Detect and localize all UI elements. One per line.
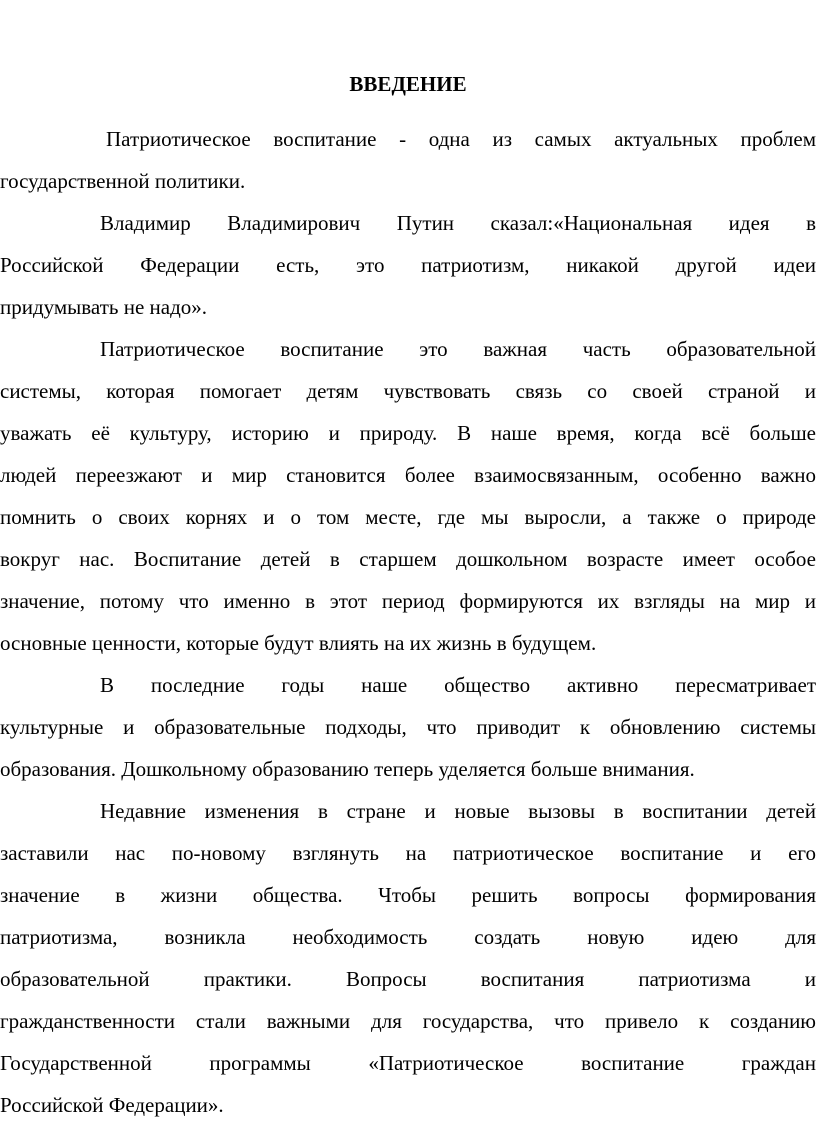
- text-line: значение, потому что именно в этот период формируются их взгляды на мир и: [0, 589, 816, 613]
- text-line: основные ценности, которые будут влиять на их жизнь в будущем.: [0, 631, 597, 655]
- text-line: уважать её культуру, историю и природу. В наше время, когда всё больше: [0, 421, 816, 445]
- text-line: системы, которая помогает детям чувствовать связь со своей страной и: [0, 379, 816, 403]
- text-line: Владимир Владимирович Путин сказал:«Национальная идея в: [100, 211, 816, 235]
- text-line: гражданственности стали важными для государства, что привело к созданию: [0, 1009, 816, 1033]
- text-line: Патриотическое воспитание - одна из самых актуальных проблем: [106, 127, 816, 151]
- text-line: Российской Федерации есть, это патриотизм, никакой другой идеи: [0, 253, 816, 277]
- text-line: заставили нас по-новому взглянуть на патриотическое воспитание и его: [0, 841, 816, 865]
- text-line: Патриотическое воспитание это важная часть образовательной: [100, 337, 816, 361]
- text-line: патриотизма, возникла необходимость создать новую идею для: [0, 925, 816, 949]
- text-line: государственной политики.: [0, 169, 246, 193]
- text-line: придумывать не надо».: [0, 295, 208, 319]
- text-line: Государственной программы «Патриотическое воспитание граждан: [0, 1051, 816, 1075]
- text-line: образовательной практики. Вопросы воспитания патриотизма и: [0, 967, 816, 991]
- text-line: вокруг нас. Воспитание детей в старшем дошкольном возрасте имеет особое: [0, 547, 816, 571]
- text-line: культурные и образовательные подходы, что приводит к обновлению системы: [0, 715, 816, 739]
- text-line: помнить о своих корнях и о том месте, где мы выросли, а также о природе: [0, 505, 816, 529]
- text-line: В последние годы наше общество активно пересматривает: [100, 673, 816, 697]
- page-title: ВВЕДЕНИЕ: [349, 72, 467, 96]
- text-line: образования. Дошкольному образованию теперь уделяется больше внимания.: [0, 757, 695, 781]
- text-line: Недавние изменения в стране и новые вызовы в воспитании детей: [100, 799, 816, 823]
- text-line: людей переезжают и мир становится более взаимосвязанным, особенно важно: [0, 463, 816, 487]
- text-line: значение в жизни общества. Чтобы решить вопросы формирования: [0, 883, 816, 907]
- text-line: Российской Федерации».: [0, 1093, 224, 1117]
